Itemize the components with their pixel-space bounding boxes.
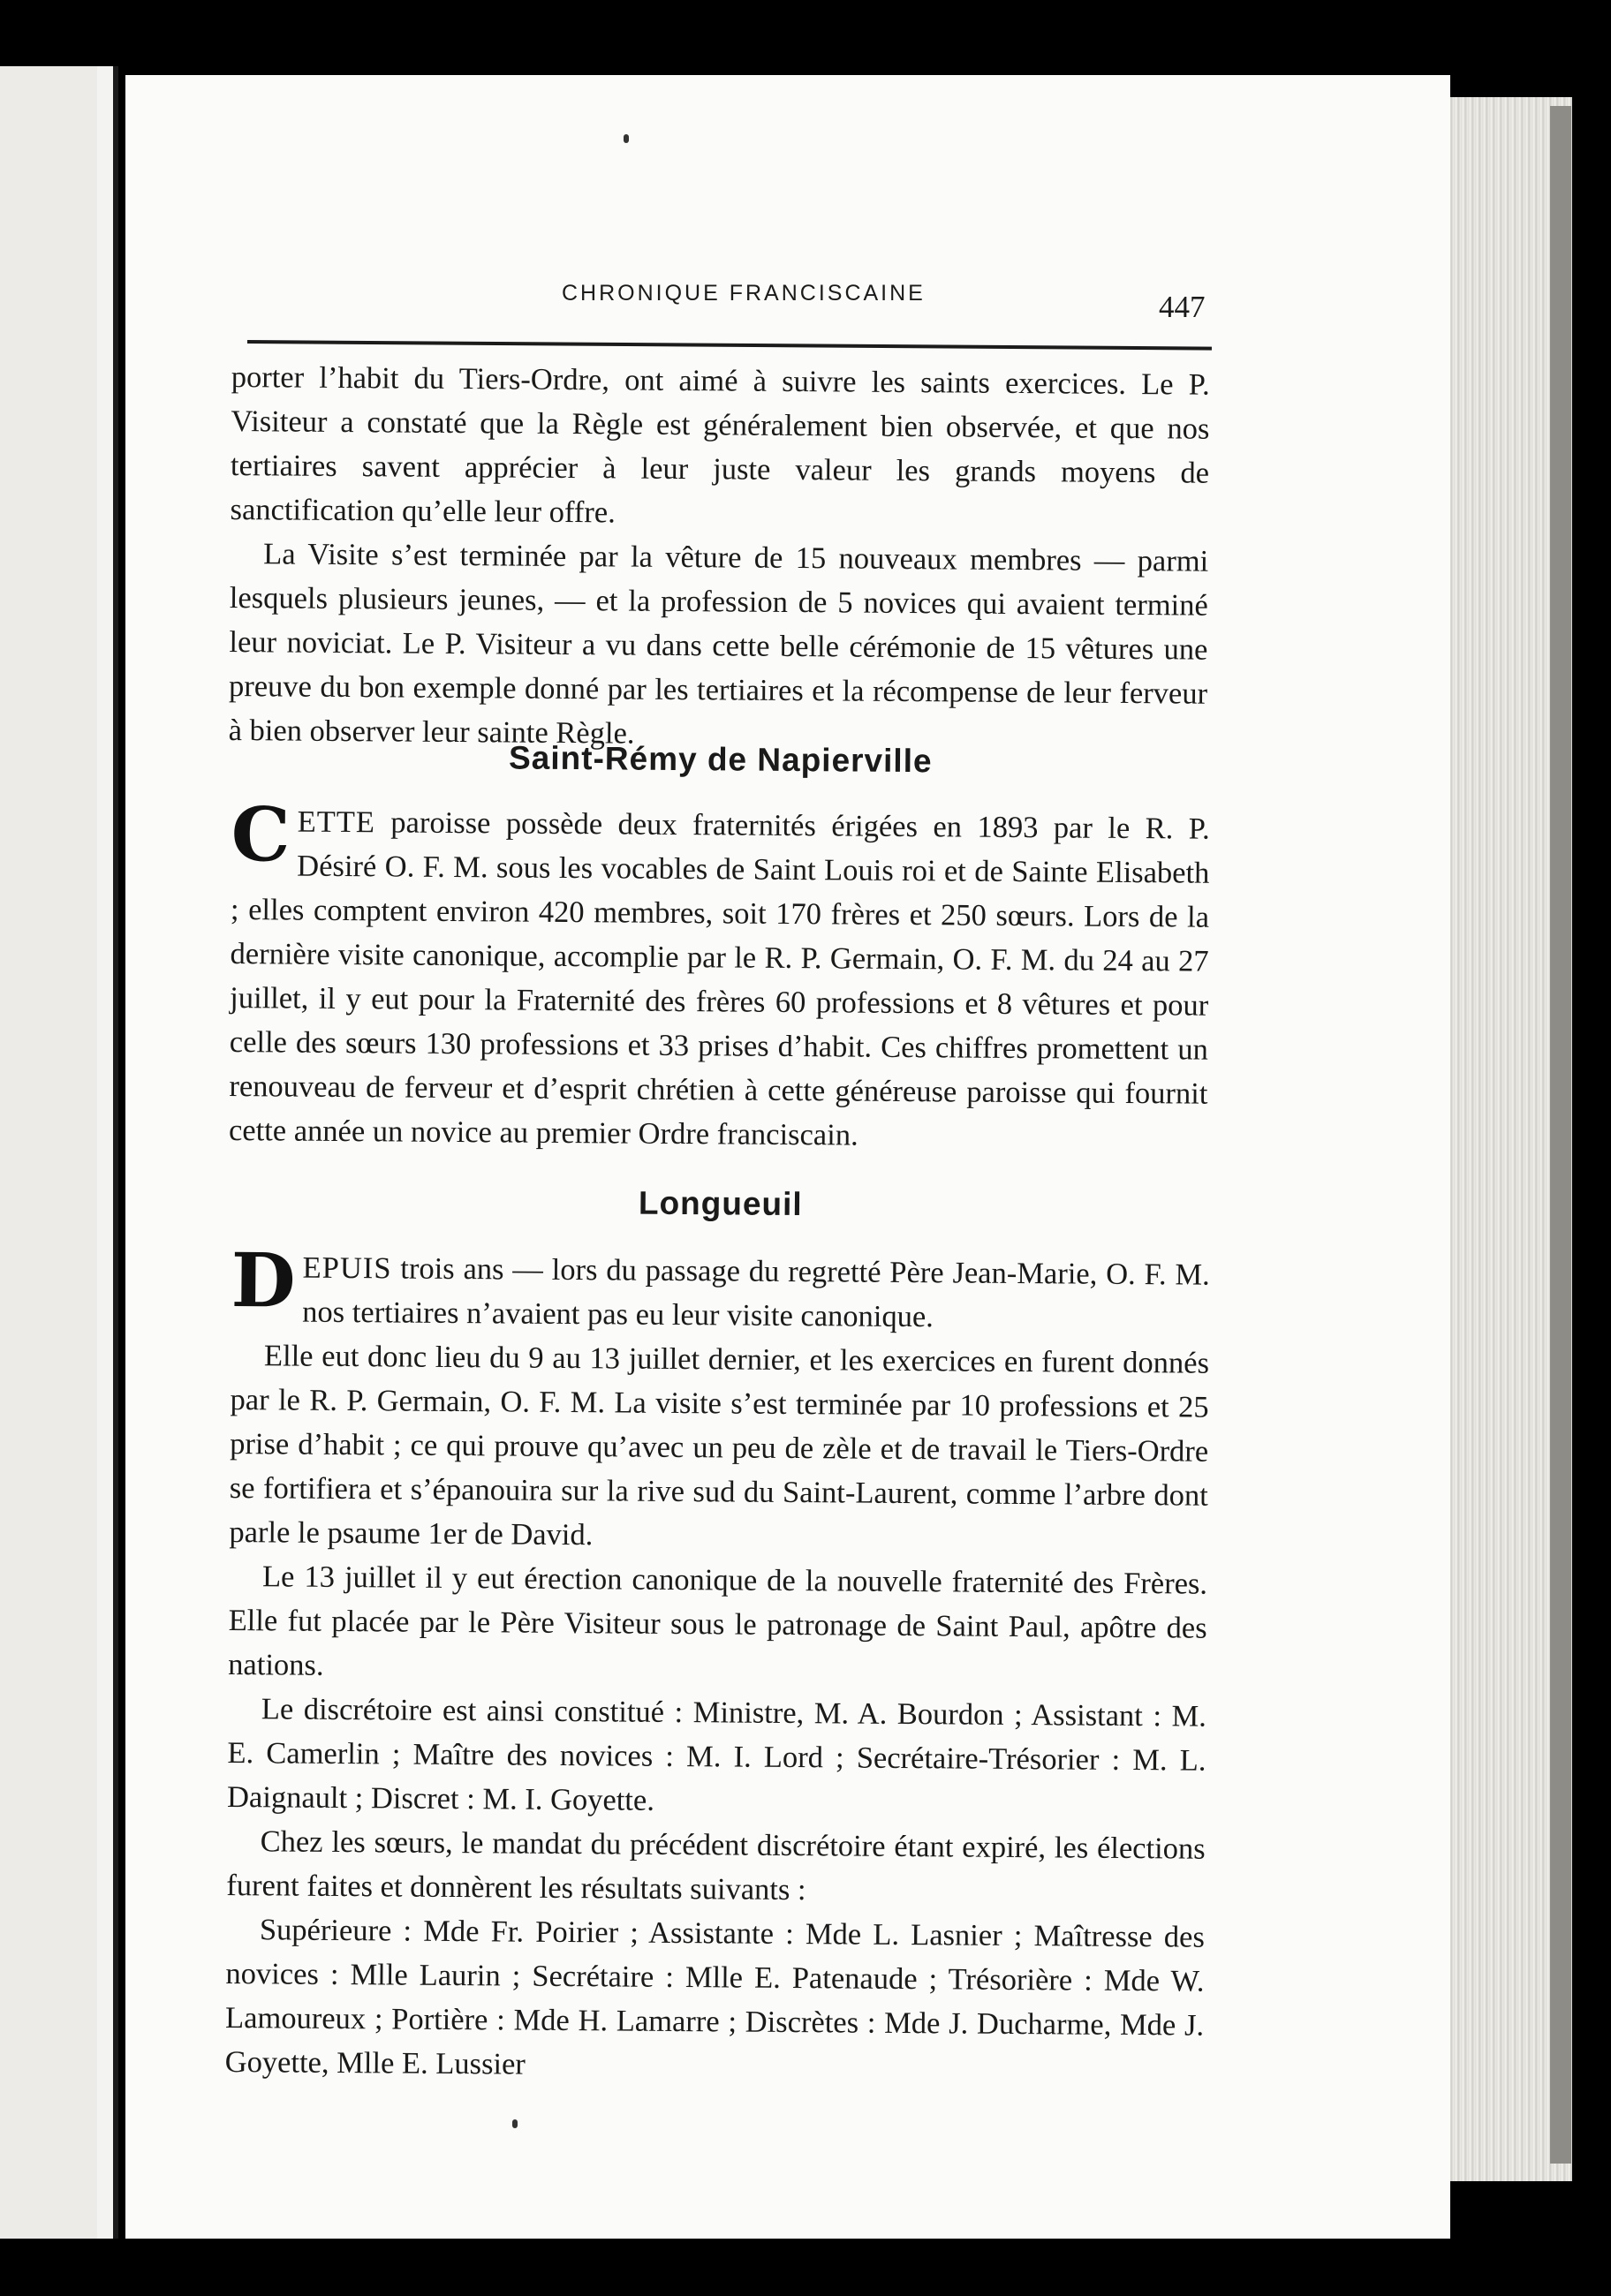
print-speck [624, 134, 629, 143]
longueuil-paragraph-3: Le 13 juillet il y eut érection canonique de la nouvelle fraternité des Frères. Elle fut placée par le Père Visiteur sous le patronage de Saint Paul, apôtre des nations. [228, 1560, 1208, 1682]
dropcap-c: C [231, 790, 291, 879]
longueuil-paragraph-6: Supérieure : Mde Fr. Poirier ; Assistante : Mde L. Lasnier ; Maîtresse des novices : Mlle Laurin ; Secrétaire : Mlle E. Patenaude ; Trésorière : Mde W. Lamoureux ; Portière : Mde H. Lamarre ; Discrètes : Mde J. Ducharme, Mde J. Goyette, Mlle E. Lussier [224, 1913, 1206, 2081]
paragraph-body: paroisse possède deux fraternités érigées en 1893 par le R. P. Désiré O. F. M. sous les vocables de Saint Louis roi et de Sainte Elisabeth ; elles comptent environ 420 membres, soit 170 frères et 250 sœurs. Lors de la dernière visite canonique, accomplie par le R. P. Germain, O. F. M. du 24 au 27 juillet, il y eut pour la Fraternité des frères 60 professions et 8 vêtures et pour celle des sœurs 130 professions et 33 prises d’habit. Ces chiffres promettent un renouveau de ferveur et d’esprit chrétien à cette généreuse paroisse qui fournit cette année un novice au premier Ordre franciscain. [228, 805, 1210, 1152]
dropcap-d: D [231, 1236, 296, 1325]
longueuil-paragraph-1 [231, 1236, 1210, 1341]
running-title: CHRONIQUE FRANCISCAINE [562, 281, 926, 306]
paragraph-body: trois ans — lors du passage du regretté Père Jean-Marie, O. F. M. nos tertiaires n’avaient pas eu leur visite canonique. [302, 1251, 1210, 1334]
longueuil-paragraph-4: Le discrétoire est ainsi constitué : Ministre, M. A. Bourdon ; Assistant : M. E. Camerlin ; Maître des novices : M. I. Lord ; Secrétaire-Trésorier : M. L. Daignault ; Discret : M. I. Goyette. [226, 1692, 1206, 1817]
longueuil-paragraph-2: Elle eut donc lieu du 9 au 13 juillet dernier, et les exercices en furent donnés par le R. P. Germain, O. F. M. La visite s’est terminée par 10 professions et 25 prise d’habit ; ce qui prouve qu’avec un peu de zèle et de travail le Tiers-Ordre se fortifiera et s’épanouira sur la rive sud du Saint-Laurent, comme l’arbre dont parle le psaume 1er de David. [229, 1339, 1210, 1552]
intro-paragraph-1: porter l’habit du Tiers-Ordre, ont aimé à suivre les saints exercices. Le P. Visiteur a constaté que la Règle est généralement bien observée, et que nos tertiaires savent apprécier à leur juste valeur les grands moyens de sanctification qu’elle leur offre. [230, 359, 1210, 530]
lead-in-smallcaps: EPUIS [302, 1250, 392, 1286]
page-number: 447 [1159, 290, 1206, 324]
longueuil-paragraph-5: Chez les sœurs, le mandat du précédent discrétoire étant expiré, les élections furent faites et donnèrent les résultats suivants : [226, 1824, 1206, 1907]
section-heading-longueuil: Longueuil [638, 1184, 803, 1223]
intro-paragraph-2: La Visite s’est terminée par la vêture de 15 nouveaux membres — parmi lesquels plusieurs jeunes, — et la profession de 5 novices qui avaient terminé leur noviciat. Le P. Visiteur a vu dans cette belle cérémonie de 15 vêtures une preuve du bon exemple donné par les tertiaires et la récompense de leur ferveur à bien observer leur sainte Règle. [228, 537, 1209, 751]
intro-text [228, 355, 1210, 760]
book-edge-shadow [1550, 106, 1571, 2164]
section-heading-saint-remy: Saint-Rémy de Napierville [508, 739, 933, 780]
print-speck [512, 2119, 518, 2128]
facing-page-edge [0, 66, 118, 2239]
lead-in-smallcaps: ETTE [297, 804, 376, 840]
longueuil-text [224, 1236, 1210, 2092]
saint-remy-text [228, 790, 1210, 1160]
saint-remy-paragraph [228, 790, 1210, 1160]
facing-page-margin [0, 66, 97, 2239]
